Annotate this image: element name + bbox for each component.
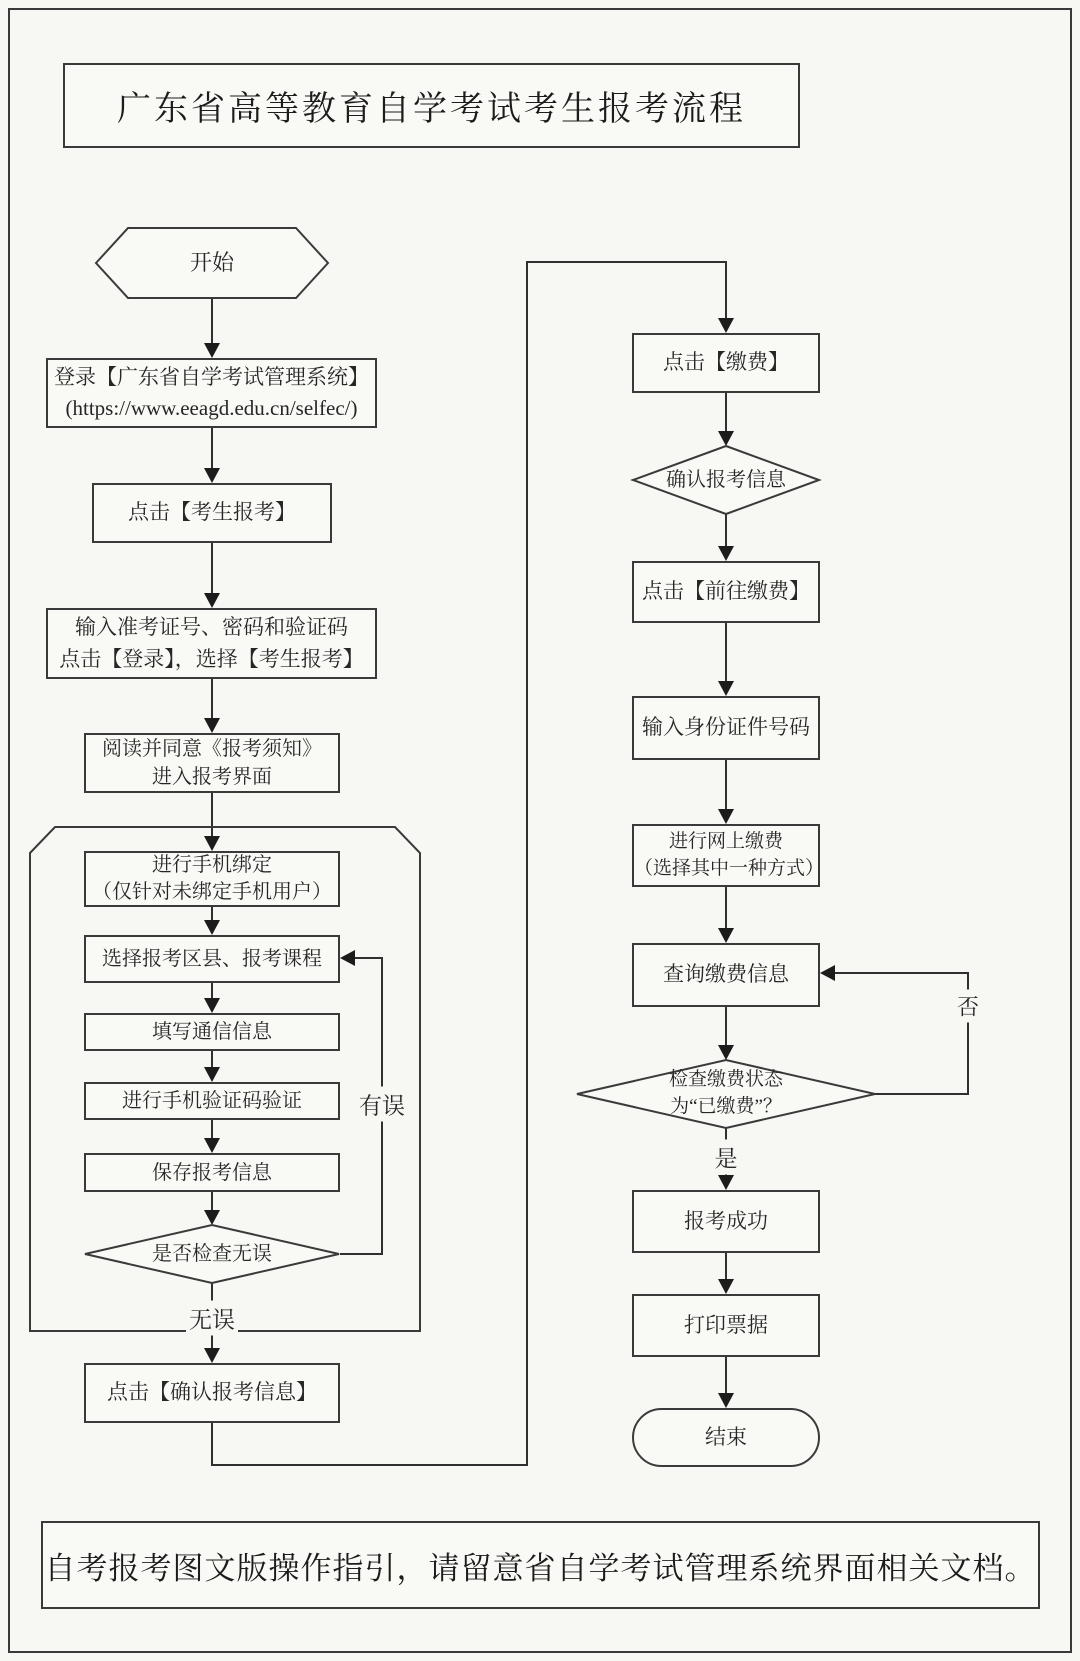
node-select-courses: 选择报考区县、报考课程 bbox=[84, 935, 340, 983]
arrowhead-icon bbox=[718, 1045, 734, 1060]
pay-status-line1: 检查缴费状态 bbox=[668, 1069, 783, 1091]
pay-status-decision-label bbox=[577, 1060, 875, 1128]
arrowhead-icon bbox=[204, 998, 220, 1013]
arrowhead-icon bbox=[718, 928, 734, 943]
arrowhead-icon bbox=[204, 1067, 220, 1082]
arrowhead-icon bbox=[718, 546, 734, 561]
start-label: 开始 bbox=[189, 249, 234, 275]
check-decision-label: 是否检查无误 bbox=[152, 1243, 272, 1265]
node-click-register: 点击【考生报考】 bbox=[92, 483, 332, 543]
credentials-line1: 输入准考证号、密码和验证码 bbox=[75, 615, 348, 639]
edge-label-ok: 无误 bbox=[186, 1301, 238, 1336]
edge-label-yes: 是 bbox=[712, 1140, 741, 1175]
node-read-notice bbox=[84, 733, 340, 793]
node-input-credentials bbox=[46, 608, 377, 679]
arrowhead-icon bbox=[820, 965, 835, 981]
online-pay-line1: 进行网上缴费 bbox=[668, 830, 783, 852]
arrowhead-icon bbox=[204, 718, 220, 733]
notice-line1: 阅读并同意《报考须知》 bbox=[102, 738, 322, 760]
arrowhead-icon bbox=[718, 1393, 734, 1408]
node-login-system bbox=[46, 358, 377, 428]
node-online-pay bbox=[632, 824, 825, 887]
node-save-info: 保存报考信息 bbox=[84, 1153, 340, 1192]
bind-phone-line1: 进行手机绑定 bbox=[152, 854, 272, 876]
notice-line2: 进入报考界面 bbox=[152, 766, 272, 788]
arrowhead-icon bbox=[718, 431, 734, 446]
edge-label-no: 否 bbox=[954, 990, 982, 1023]
login-url: (https://www.eeagd.edu.cn/selfec/) bbox=[65, 396, 358, 420]
node-print-receipt: 打印票据 bbox=[632, 1294, 820, 1357]
arrowhead-icon bbox=[204, 1348, 220, 1363]
arrowhead-icon bbox=[340, 950, 355, 966]
node-enter-id: 输入身份证件号码 bbox=[632, 696, 820, 760]
bind-phone-line2: （仅针对未绑定手机用户） bbox=[92, 881, 332, 903]
node-go-pay: 点击【前往缴费】 bbox=[632, 561, 820, 623]
login-line1: 登录【广东省自学考试管理系统】 bbox=[54, 364, 369, 389]
arrowhead-icon bbox=[718, 1279, 734, 1294]
pay-status-line2: 为“已缴费”？ bbox=[670, 1096, 782, 1117]
node-fill-contact: 填写通信信息 bbox=[84, 1013, 340, 1051]
node-verify-sms: 进行手机验证码验证 bbox=[84, 1082, 340, 1120]
arrowhead-icon bbox=[718, 681, 734, 696]
arrowhead-icon bbox=[718, 1175, 734, 1190]
node-click-pay: 点击【缴费】 bbox=[632, 333, 820, 393]
arrowhead-icon bbox=[204, 836, 220, 851]
page-title: 广东省高等教育自学考试考生报考流程 bbox=[63, 63, 800, 148]
node-bind-phone bbox=[84, 851, 340, 907]
node-query-pay: 查询缴费信息 bbox=[632, 943, 820, 1007]
arrowhead-icon bbox=[204, 343, 220, 358]
confirm-decision-label: 确认报考信息 bbox=[666, 469, 786, 491]
arrowhead-icon bbox=[718, 318, 734, 333]
credentials-line2: 点击【登录】，选择【考生报考】 bbox=[59, 646, 364, 671]
end-terminator: 结束 bbox=[632, 1408, 820, 1467]
arrowhead-icon bbox=[718, 809, 734, 824]
arrowhead-icon bbox=[204, 1138, 220, 1153]
arrowhead-icon bbox=[204, 468, 220, 483]
arrowhead-icon bbox=[204, 920, 220, 935]
edge-label-error: 有误 bbox=[356, 1087, 408, 1122]
node-success: 报考成功 bbox=[632, 1190, 820, 1253]
node-confirm-info: 点击【确认报考信息】 bbox=[84, 1363, 340, 1423]
footer-note: 自考报考图文版操作指引，请留意省自学考试管理系统界面相关文档。 bbox=[41, 1521, 1040, 1609]
arrowhead-icon bbox=[204, 593, 220, 608]
arrowhead-icon bbox=[204, 1210, 220, 1225]
online-pay-line2: （选择其中一种方式） bbox=[634, 857, 825, 879]
